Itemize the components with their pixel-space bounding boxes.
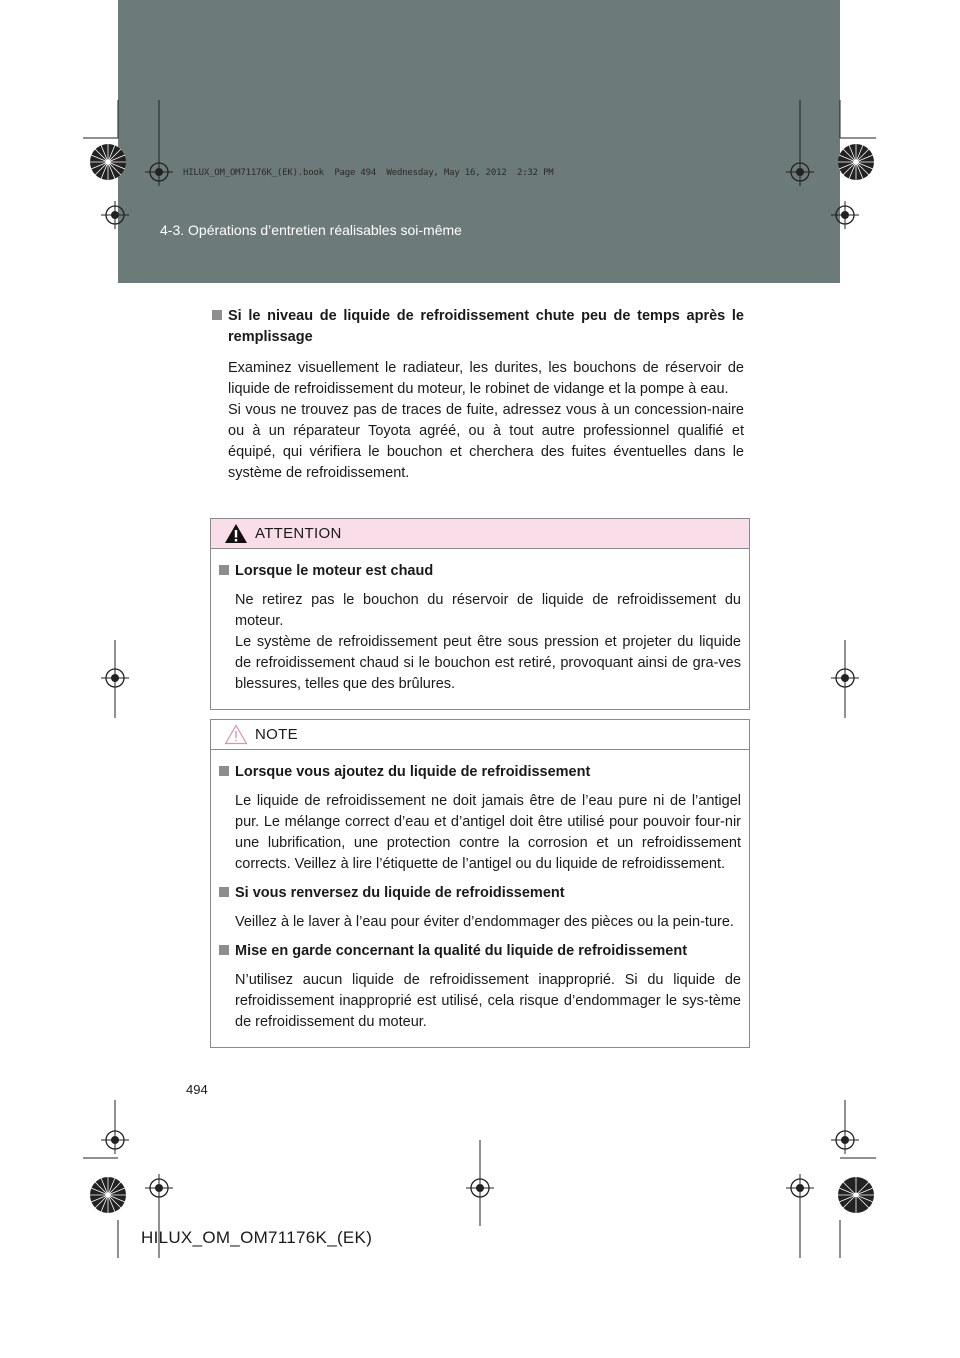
main-section [212,306,744,484]
note-header [211,720,749,750]
note-item [219,762,741,875]
item-text: N’utilisez aucun liquide de refroidissement inapproprié. Si du liquide de refroidissement inapproprié est utilisé, cela risque d’endommager le sys-tème de refroidissement du moteur. [235,972,741,1030]
attention-header [211,519,749,549]
warning-outline-icon [224,724,248,745]
section-heading: Si le niveau de liquide de refroidissement chute peu de temps après le remplissage [212,306,744,348]
note-body [211,750,749,1047]
note-item [219,883,741,933]
bullet-square [219,945,229,955]
bullet-square [212,310,222,320]
note-item [219,941,741,1033]
attention-body [211,549,749,709]
book-info: HILUX_OM_OM71176K_(EK).book Page 494 Wednesday, May 16, 2012 2:32 PM [183,168,554,178]
page-number: 494 [186,1082,208,1097]
item-heading: Si vous renversez du liquide de refroidissement [219,883,741,904]
note-label: NOTE [255,726,298,743]
section-title: 4-3. Opérations d’entretien réalisables soi-même [160,222,462,238]
bullet-square [219,887,229,897]
paragraph: Le système de refroidissement peut être sous pression et projeter du liquide de refroidissement chaud si le bouchon est retiré, provoquant ainsi de gra-ves blessures, telles que des brûlures. [235,634,741,692]
paragraph: Examinez visuellement le radiateur, les durites, les bouchons de réservoir de liquide de refroidissement du moteur, le robinet de vidange et la pompe à eau. [228,360,744,397]
item-body [235,590,741,695]
item-heading: Mise en garde concernant la qualité du liquide de refroidissement [219,941,741,962]
warning-triangle-icon [224,523,248,544]
attention-box [210,518,750,710]
item-text: Veillez à le laver à l’eau pour éviter d’endommager des pièces ou la pein-ture. [235,914,734,930]
item-heading: Lorsque vous ajoutez du liquide de refroidissement [219,762,741,783]
note-box [210,719,750,1048]
paragraph: Ne retirez pas le bouchon du réservoir de liquide de refroidissement du moteur. [235,592,741,629]
bullet-square [219,565,229,575]
attention-label: ATTENTION [255,525,342,542]
document-code: HILUX_OM_OM71176K_(EK) [141,1228,373,1247]
item-heading: Lorsque le moteur est chaud [219,561,741,582]
bullet-square [219,766,229,776]
attention-item [219,561,741,695]
paragraph: Si vous ne trouvez pas de traces de fuite, adressez vous à un concession-naire ou à un réparateur Toyota agréé, ou à tout autre professionnel qualifié et équipé, qui vérifiera le bouchon et cherchera des fuites éventuelles dans le système de refroidissement. [228,402,744,481]
item-text: Le liquide de refroidissement ne doit jamais être de l’eau pure ni de l’antigel pur. Le mélange correct d’eau et d’antigel doit être utilisé pour pouvoir four-nir une lubrification, une protection contre la corrosion et un refroidissement corrects. Veillez à lire l’étiquette de l’antigel ou du liquide de refroidissement. [235,793,741,872]
section-body [228,358,744,484]
